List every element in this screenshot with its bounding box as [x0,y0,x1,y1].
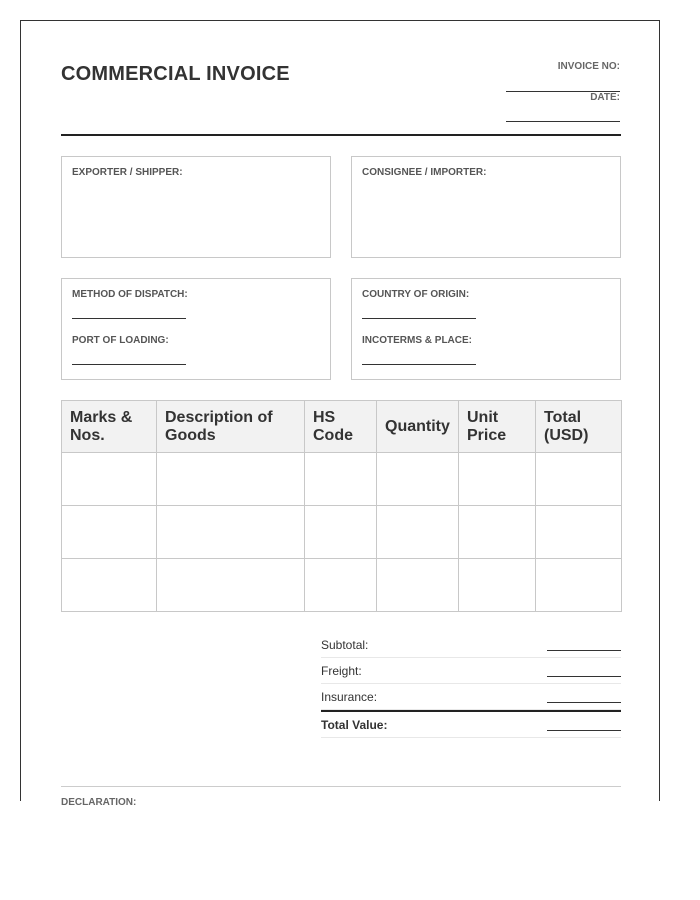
declaration-label: DECLARATION: [61,797,137,808]
exporter-box[interactable] [61,156,331,258]
table-cell[interactable] [536,559,622,612]
total-value-label: Total Value: [321,718,388,732]
table-cell[interactable] [377,506,459,559]
totals-section [321,632,621,738]
column-header: Unit Price [459,401,536,453]
total-value-field[interactable] [547,730,621,731]
invoice-no-label: INVOICE NO: [557,61,620,72]
table-row [62,559,622,612]
total-value-row [321,710,621,738]
table-cell[interactable] [305,559,377,612]
exporter-label: EXPORTER / SHIPPER: [72,167,183,178]
table-cell[interactable] [62,559,157,612]
date-field[interactable] [506,121,620,122]
declaration-divider [61,786,621,787]
table-cell[interactable] [157,506,305,559]
table-cell[interactable] [157,453,305,506]
table-cell[interactable] [62,506,157,559]
column-header: Total (USD) [536,401,622,453]
table-cell[interactable] [305,453,377,506]
freight-row [321,658,621,684]
table-row [62,506,622,559]
table-header-row [62,401,622,453]
dispatch-box [61,278,331,380]
insurance-field[interactable] [547,702,621,703]
insurance-label: Insurance: [321,690,378,704]
consignee-label: CONSIGNEE / IMPORTER: [362,167,487,178]
dispatch-field[interactable] [72,318,186,319]
table-cell[interactable] [459,453,536,506]
table-row [62,453,622,506]
table-cell[interactable] [459,559,536,612]
freight-field[interactable] [547,676,621,677]
table-cell[interactable] [62,453,157,506]
table-cell[interactable] [305,506,377,559]
port-label: PORT OF LOADING: [72,335,169,346]
incoterms-label: INCOTERMS & PLACE: [362,335,472,346]
freight-label: Freight: [321,664,362,678]
table-cell[interactable] [536,453,622,506]
table-cell[interactable] [377,453,459,506]
origin-field[interactable] [362,318,476,319]
column-header: Description of Goods [157,401,305,453]
table-cell[interactable] [377,559,459,612]
subtotal-label: Subtotal: [321,638,369,652]
items-table [61,400,622,612]
dispatch-label: METHOD OF DISPATCH: [72,289,188,300]
incoterms-field[interactable] [362,364,476,365]
column-header: HS Code [305,401,377,453]
invoice-title: COMMERCIAL INVOICE [61,63,290,85]
origin-label: COUNTRY OF ORIGIN: [362,289,470,300]
date-label: DATE: [590,92,620,103]
consignee-box[interactable] [351,156,621,258]
table-cell[interactable] [536,506,622,559]
invoice-page [20,20,660,808]
origin-box [351,278,621,380]
subtotal-field[interactable] [547,650,621,651]
insurance-row [321,684,621,710]
subtotal-row [321,632,621,658]
table-cell[interactable] [157,559,305,612]
port-field[interactable] [72,364,186,365]
column-header: Quantity [377,401,459,453]
header-divider [61,134,621,136]
table-cell[interactable] [459,506,536,559]
column-header: Marks & Nos. [62,401,157,453]
